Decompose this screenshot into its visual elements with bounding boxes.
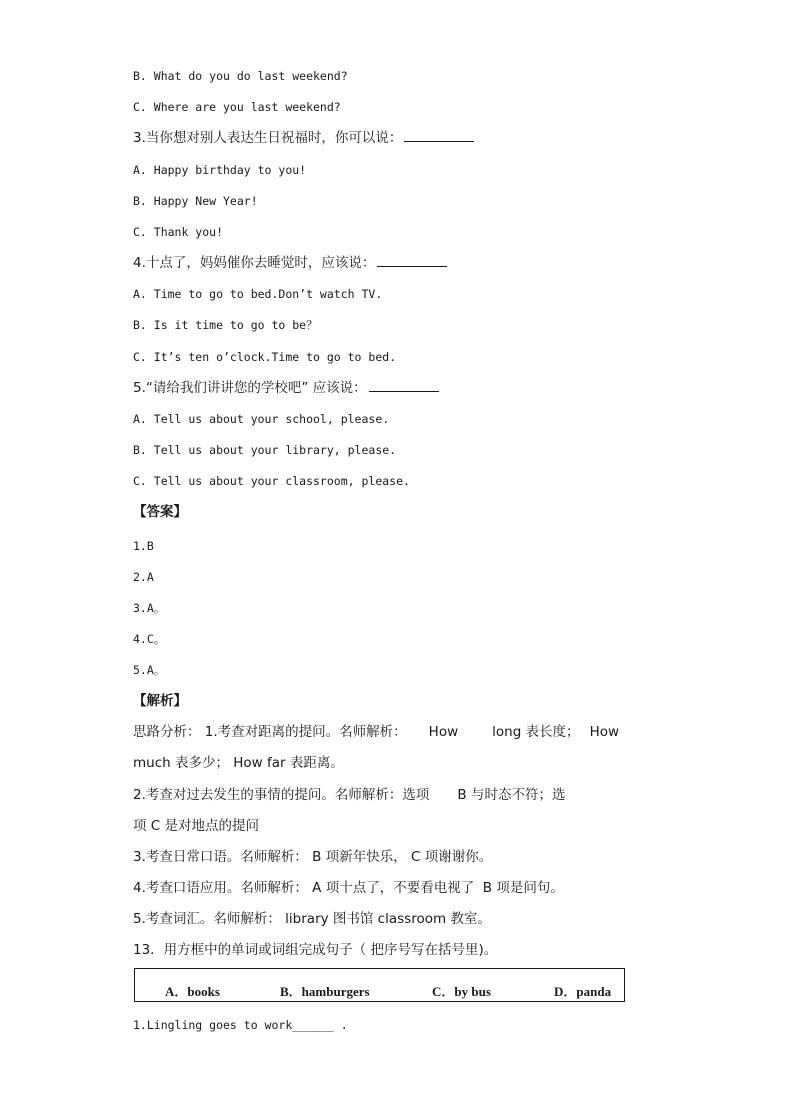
word-option-a: A．books [165, 984, 220, 999]
q3-option-c: C. Thank you! [133, 225, 224, 239]
q4-option-a: A. Time to go to bed.Don’t watch TV. [133, 287, 383, 301]
q5-option-a: A. Tell us about your school, please. [133, 412, 390, 426]
q3-stem-text: 3.当你想对别人表达生日祝福时，你可以说： [133, 130, 403, 146]
answer-3: 3.A。 [133, 601, 166, 615]
analysis-heading: 【解析】 [133, 693, 187, 709]
q5-stem-text: 5.“请给我们讲讲您的学校吧” 应该说： [133, 380, 367, 396]
q3-stem [133, 129, 474, 147]
word-option-c: C．by bus [432, 984, 491, 999]
analysis-line-5: 3.考查日常口语。名师解析： B 项新年快乐， C 项谢谢你。 [133, 849, 493, 865]
analysis-text: B 与时态不符；选 [457, 787, 566, 803]
analysis-text: long 表长度； [492, 724, 580, 740]
q5-option-c: C. Tell us about your classroom, please. [133, 474, 410, 488]
q3-option-a: A. Happy birthday to you! [133, 163, 307, 177]
q4-stem [133, 254, 447, 272]
q5-stem [133, 379, 439, 397]
answer-heading: 【答案】 [133, 504, 187, 520]
q4-stem-text: 4.十点了，妈妈催你去睡觉时，应该说： [133, 255, 376, 271]
analysis-line-3 [133, 786, 565, 804]
analysis-text: 思路分析： 1.考查对距离的提问。名师解析： [133, 724, 407, 740]
q4-option-c: C. It’s ten o’clock.Time to go to bed. [133, 350, 397, 364]
q2-option-c: C. Where are you last weekend? [133, 100, 341, 114]
q3-option-b: B. Happy New Year! [133, 194, 258, 208]
analysis-text: How [589, 724, 620, 740]
word-option-b: B．hamburgers [280, 984, 370, 999]
answer-4: 4.C。 [133, 632, 166, 646]
word-option-d: D．panda [554, 984, 612, 999]
analysis-text: How [428, 724, 459, 740]
q2-option-b: B. What do you do last weekend? [133, 69, 348, 83]
q13-stem: 13．用方框中的单词或词组完成句子（ 把序号写在括号里)。 [133, 942, 498, 958]
analysis-line-7: 5.考查词汇。名师解析： library 图书馆 classroom 教室。 [133, 911, 491, 927]
analysis-line-4: 项 C 是对地点的提问 [133, 818, 260, 834]
answer-blank [377, 254, 447, 267]
analysis-text: 2.考查对过去发生的事情的提问。名师解析：选项 [133, 787, 430, 803]
analysis-line-6: 4.考查口语应用。名师解析： A 项十点了，不要看电视了 B 项是问句。 [133, 880, 564, 896]
answer-5: 5.A。 [133, 663, 166, 677]
answer-blank [404, 129, 474, 142]
answer-blank [369, 379, 439, 392]
answer-2: 2.A [133, 570, 154, 584]
q4-option-b: B. Is it time to go to be？ [133, 318, 318, 332]
q5-option-b: B. Tell us about your library, please. [133, 443, 397, 457]
analysis-line-2: much 表多少； How far 表距离。 [133, 755, 344, 771]
word-box [134, 968, 625, 1002]
answer-1: 1.B [133, 539, 154, 553]
analysis-line-1 [133, 723, 619, 741]
q13-item-1: 1.Lingling goes to work______ . [133, 1018, 348, 1032]
